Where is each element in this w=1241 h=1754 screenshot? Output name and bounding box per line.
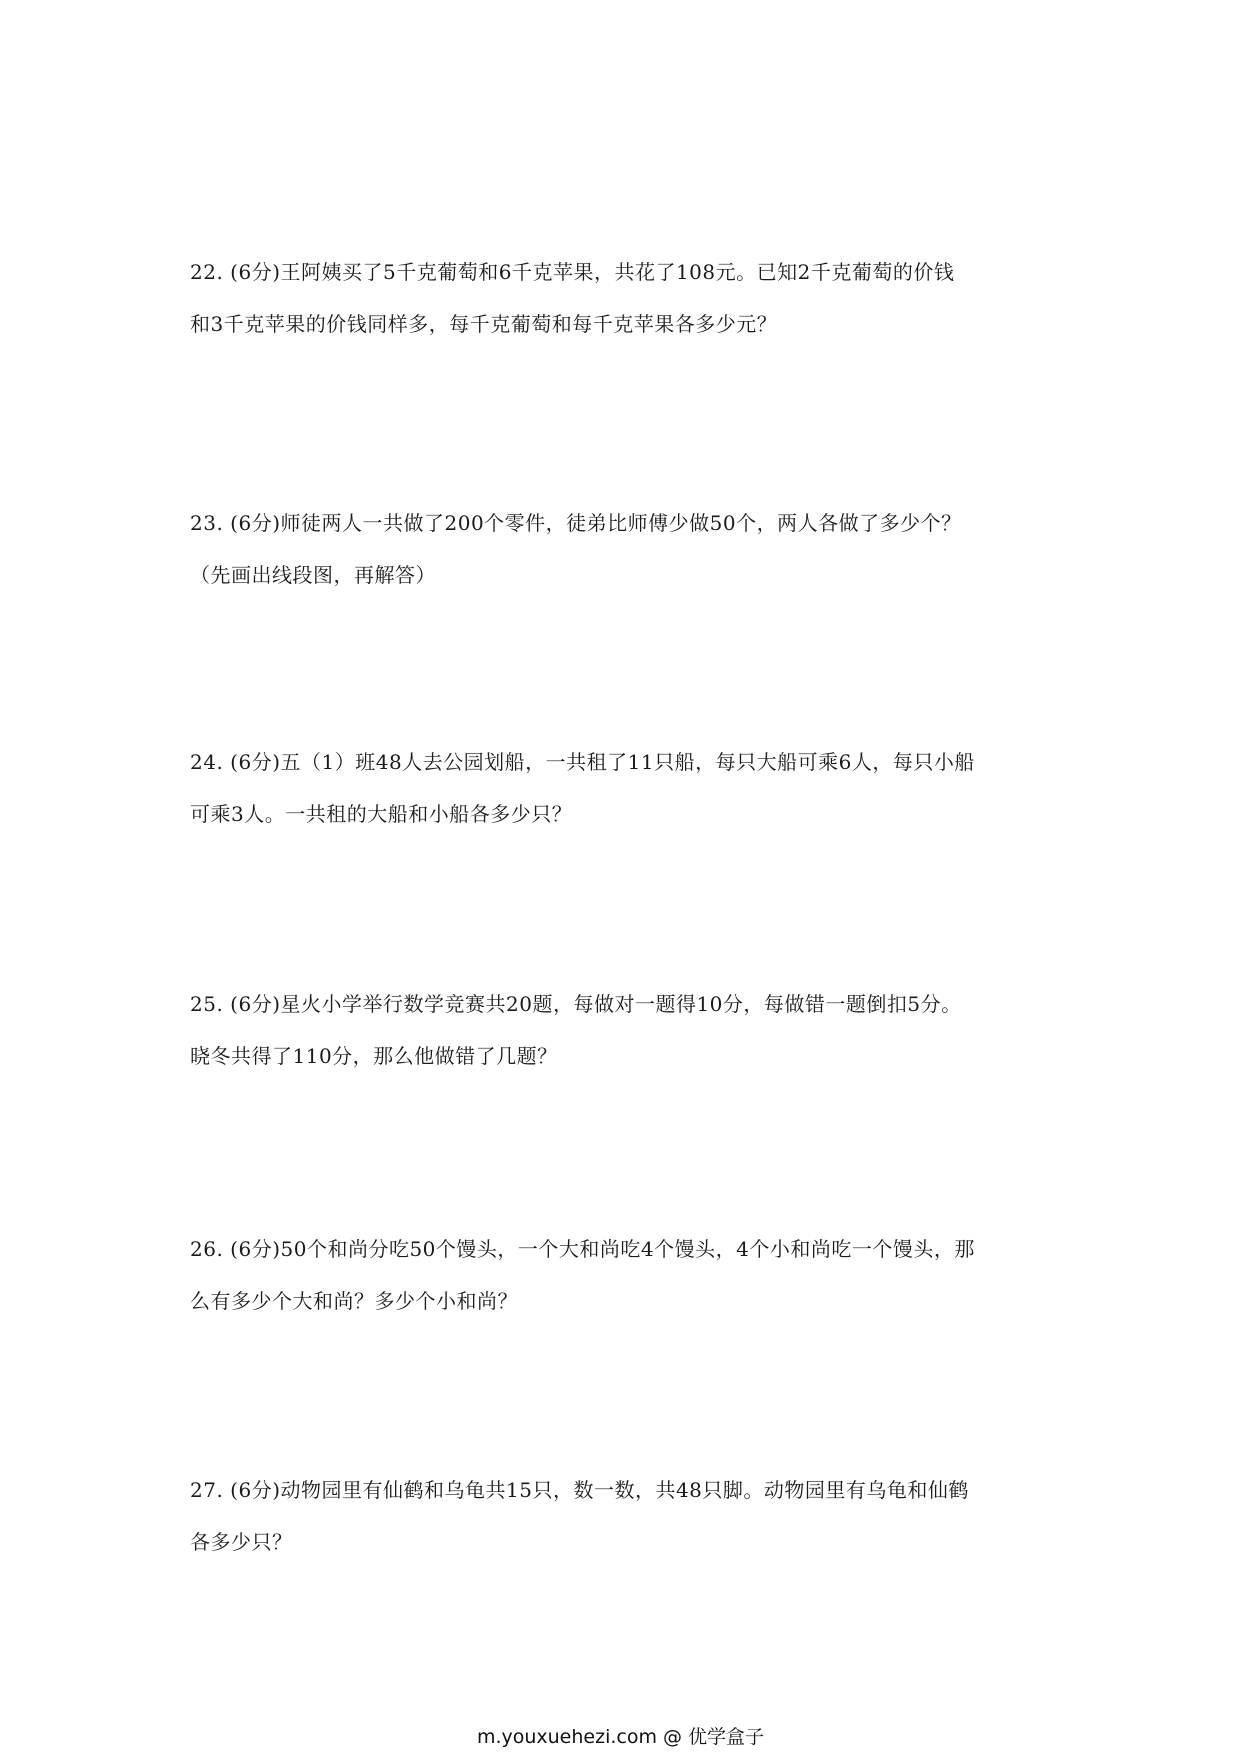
- question-25-line-1: 25. (6分)星火小学举行数学竞赛共20题，每做对一题得10分，每做错一题倒扣5分。: [190, 992, 962, 1016]
- question-23-line-1: 23. (6分)师徒两人一共做了200个零件，徒弟比师傅少做50个，两人各做了多少个？: [190, 511, 962, 535]
- question-27-line-1: 27. (6分)动物园里有仙鹤和乌龟共15只，数一数，共48只脚。动物园里有乌龟和仙鹤: [190, 1478, 969, 1502]
- question-23-line-2: （先画出线段图，再解答）: [190, 563, 436, 587]
- question-27: [190, 1464, 1070, 1568]
- question-22-line-2: 和3千克苹果的价钱同样多，每千克葡萄和每千克苹果各多少元？: [190, 312, 778, 336]
- question-23: [190, 497, 1070, 601]
- question-24-line-1: 24. (6分)五（1）班48人去公园划船，一共租了11只船，每只大船可乘6人，每只小船: [190, 750, 975, 774]
- question-24: [190, 736, 1070, 840]
- question-26-line-2: 么有多少个大和尚？多少个小和尚？: [190, 1289, 518, 1313]
- question-26: [190, 1223, 1070, 1327]
- question-25: [190, 978, 1070, 1082]
- question-26-line-1: 26. (6分)50个和尚分吃50个馒头，一个大和尚吃4个馒头，4个小和尚吃一个馒头，那: [190, 1237, 975, 1261]
- question-27-line-2: 各多少只？: [190, 1530, 293, 1554]
- question-22: [190, 246, 1070, 350]
- page-footer-watermark: m.youxuehezi.com @ 优学盒子: [476, 1726, 765, 1748]
- question-24-line-2: 可乘3人。一共租的大船和小船各多少只？: [190, 802, 573, 826]
- question-25-line-2: 晓冬共得了110分，那么他做错了几题？: [190, 1044, 558, 1068]
- question-22-line-1: 22. (6分)王阿姨买了5千克葡萄和6千克苹果，共花了108元。已知2千克葡萄的价钱: [190, 260, 955, 284]
